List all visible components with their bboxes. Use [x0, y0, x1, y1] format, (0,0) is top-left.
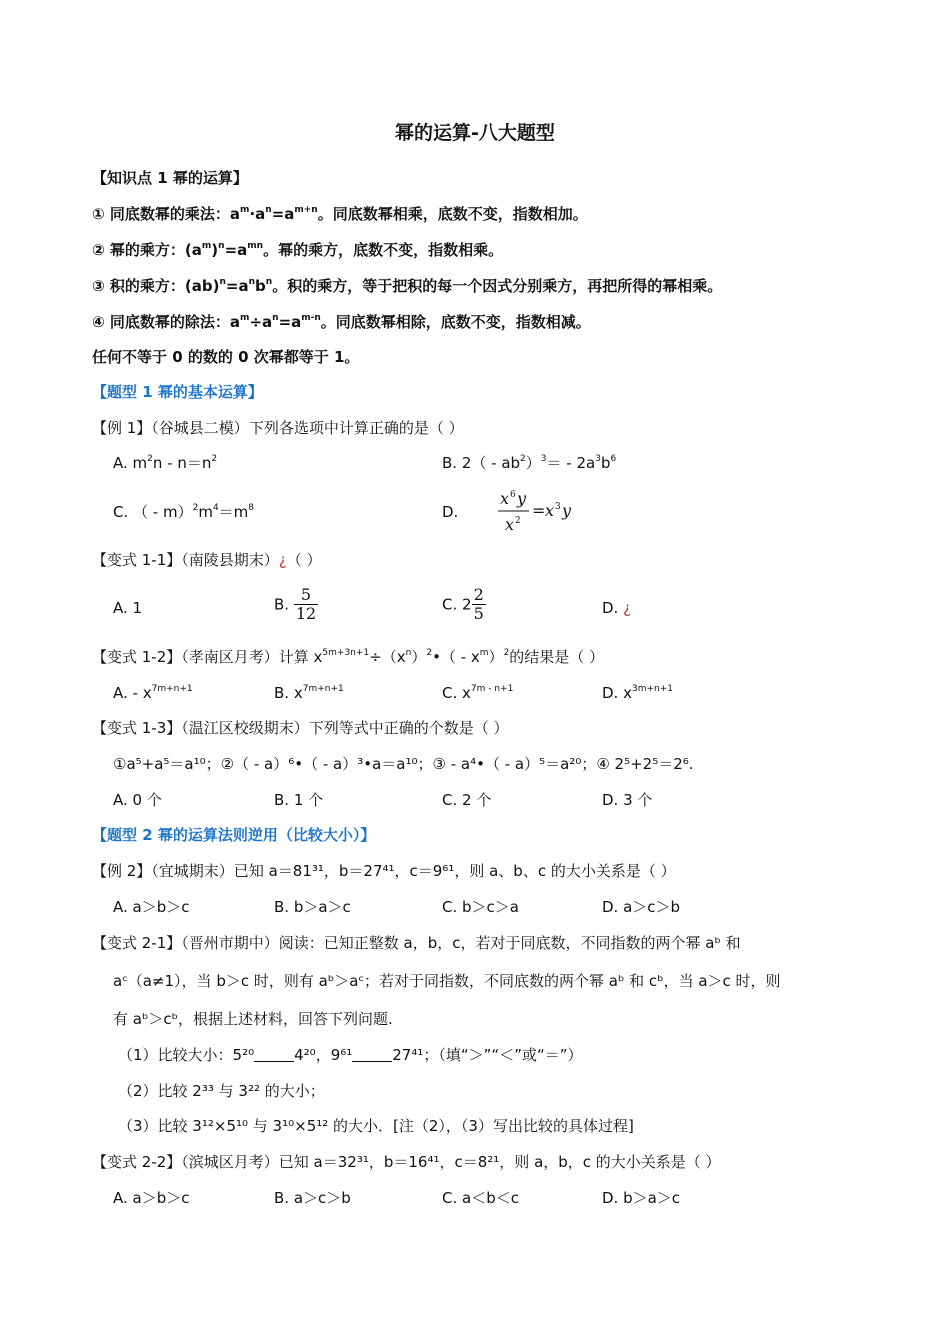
unknown-glyph: ¿: [278, 551, 287, 569]
knowledge-heading: 【知识点 1 幂的运算】: [92, 169, 248, 187]
option-a: A. a＞b＞c: [113, 1189, 190, 1207]
superscript: 7m+n+1: [302, 684, 344, 694]
question-text: 27⁴¹；（填“＞”“＜”或“＝”）: [392, 1046, 583, 1064]
option-text: m: [198, 503, 213, 521]
rule-text: ): [211, 241, 219, 259]
rule-product-power: [92, 276, 722, 296]
option-text: A. m: [113, 454, 148, 472]
fraction: [294, 586, 318, 623]
rule-text: ÷a: [249, 313, 273, 331]
option-c: [113, 502, 254, 522]
variant-1-1-stem: [92, 550, 322, 570]
superscript: 2: [147, 454, 153, 464]
numerator: 2: [473, 585, 484, 604]
example-1-stem: 【例 1】（谷城县二模）下列各选项中计算正确的是（ ）: [92, 419, 464, 437]
rule-text: ① 同底数幂的乘法：a: [92, 205, 241, 223]
rule-zero-power: 任何不等于 0 的数的 0 次幂都等于 1。: [92, 348, 360, 366]
denominator: 5: [473, 604, 484, 623]
question-text: （1）比较大小：5²⁰: [118, 1046, 255, 1064]
option-text: A. - x: [113, 684, 152, 702]
svg-text:y: y: [562, 501, 572, 520]
variant-1-3-expression: ①a⁵+a⁵＝a¹⁰；②（ - a）⁶•（ - a）³•a＝a¹⁰；③ - a⁴•（ - a）⁵＝a²⁰；④ 2⁵+2⁵＝2⁶.: [113, 755, 694, 773]
variant-2-1-line1: 【变式 2-1】（晋州市期中）阅读：已知正整数 a，b，c，若对于同底数，不同指数的两个幂 aᵇ 和: [92, 934, 741, 952]
rule-text: 。积的乘方，等于把积的每一个因式分别乘方，再把所得的幂相乘。: [272, 277, 723, 295]
question-1: [118, 1045, 583, 1065]
option-text: ）: [525, 454, 541, 472]
option-label: D.: [602, 599, 619, 617]
superscript: m: [201, 241, 212, 251]
option-text: C. （ - m）: [113, 503, 193, 521]
superscript: mn: [247, 241, 264, 251]
superscript: m+n: [294, 205, 318, 215]
stem-text: ）: [488, 648, 504, 666]
rule-text: ·a: [249, 205, 266, 223]
answer-blank[interactable]: [352, 1047, 392, 1062]
superscript: 2: [211, 454, 218, 464]
option-c: C. b＞c＞a: [442, 898, 519, 916]
option-text: B. 2（ - ab: [442, 454, 521, 472]
option-a: A. 1: [113, 599, 143, 617]
example-2-stem: 【例 2】（宜城期末）已知 a＝81³¹，b＝27⁴¹，c＝9⁶¹，则 a、b、c 的大小关系是（ ）: [92, 862, 676, 880]
section-heading-type1: 【题型 1 幂的基本运算】: [92, 383, 263, 401]
option-b: B. 1 个: [274, 791, 324, 809]
variant-1-2-stem: [92, 647, 604, 667]
answer-blank[interactable]: [254, 1047, 294, 1062]
question-text: 4²⁰，9⁶¹: [294, 1046, 353, 1064]
variant-2-2-stem: 【变式 2-2】（滨城区月考）已知 a＝32³¹，b＝16⁴¹，c＝8²¹，则 a，b，c 的大小关系是（ ）: [92, 1153, 721, 1171]
superscript: m: [240, 313, 250, 323]
question-3: （3）比较 3¹²×5¹⁰ 与 3¹⁰×5¹² 的大小．[注（2），（3）写出比较的具体过程]: [118, 1117, 634, 1135]
superscript: 3: [595, 454, 601, 464]
stem-text: •（ - x: [432, 648, 480, 666]
rule-text: =a: [271, 205, 295, 223]
unknown-glyph: ¿: [623, 599, 632, 617]
rule-text: 。幂的乘方，底数不变，指数相乘。: [263, 241, 504, 259]
denominator: 12: [295, 604, 317, 623]
option-b: [274, 586, 318, 623]
superscript: m-n: [301, 313, 321, 323]
variant-2-1-line2: aᶜ（a≠1），当 b＞c 时，则有 aᵇ＞aᶜ；若对于同指数，不同底数的两个幂 aᵇ 和 cᵇ，当 a＞c 时，则: [113, 972, 781, 990]
svg-text:6: 6: [510, 490, 516, 500]
numerator: 5: [294, 586, 318, 605]
option-b: B. a＞c＞b: [274, 1189, 351, 1207]
option-b: [274, 683, 344, 703]
rule-power: [92, 240, 503, 260]
option-text: ＝ - 2a: [546, 454, 596, 472]
svg-text:3: 3: [555, 502, 561, 512]
option-d: [602, 683, 673, 703]
superscript: 2: [520, 454, 526, 464]
rule-multiplication: [92, 204, 588, 224]
rule-text: =a: [224, 241, 248, 259]
superscript: m: [479, 648, 489, 658]
svg-text:x: x: [505, 515, 515, 534]
rule-text: =a: [278, 313, 302, 331]
superscript: 2: [426, 648, 433, 658]
option-a: A. a＞b＞c: [113, 898, 190, 916]
superscript: 3m+n+1: [631, 684, 673, 694]
option-b: B. b＞a＞c: [274, 898, 351, 916]
stem-text: ÷（x: [369, 648, 406, 666]
option-text: b: [600, 454, 611, 472]
svg-text:=: =: [532, 501, 546, 520]
stem-text: 【变式 1-1】（南陵县期末）: [92, 551, 279, 569]
option-a: A. 0 个: [113, 791, 162, 809]
rule-text: 。同底数幂相除，底数不变，指数相减。: [320, 313, 591, 331]
option-b: [442, 453, 616, 473]
rule-text: ② 幂的乘方：(a: [92, 241, 202, 259]
option-text: ＝m: [218, 503, 249, 521]
stem-text: 【变式 1-2】（孝南区月考）计算 x: [92, 648, 323, 666]
superscript: 7m+n+1: [151, 684, 193, 694]
rule-division: [92, 312, 591, 332]
rule-text: =a: [225, 277, 249, 295]
fraction: [472, 586, 486, 623]
option-text: C. x: [442, 684, 471, 702]
option-c: [442, 683, 513, 703]
option-d: [602, 598, 631, 618]
superscript: 7m - n+1: [470, 684, 514, 694]
superscript: 8: [248, 503, 255, 513]
superscript: n: [265, 277, 273, 287]
svg-text:x: x: [545, 501, 555, 520]
option-text: B. x: [274, 684, 303, 702]
option-label: C. 2: [442, 595, 472, 614]
option-c: C. 2 个: [442, 791, 492, 809]
rule-text: 。同底数幂相乘，底数不变，指数相加。: [317, 205, 588, 223]
superscript: 2: [192, 503, 199, 513]
option-d: [442, 486, 589, 538]
superscript: n: [265, 205, 272, 215]
svg-text:2: 2: [515, 516, 521, 526]
superscript: 2: [503, 648, 510, 658]
section-heading-type2: 【题型 2 幂的运算法则逆用（比较大小）】: [92, 826, 376, 844]
variant-2-1-line3: 有 aᵇ＞cᵇ，根据上述材料，回答下列问题.: [113, 1010, 393, 1028]
superscript: 4: [212, 503, 219, 513]
option-label: D.: [442, 503, 459, 521]
superscript: n: [219, 277, 226, 287]
stem-text: 的结果是（ ）: [509, 648, 605, 666]
superscript: 6: [610, 454, 617, 464]
superscript: 5m+3n+1: [322, 648, 370, 658]
superscript: n: [248, 277, 256, 287]
option-d: D. a＞c＞b: [602, 898, 681, 916]
option-c: C. a＜b＜c: [442, 1189, 519, 1207]
rule-text: ③ 积的乘方：(ab): [92, 277, 220, 295]
superscript: m: [240, 205, 250, 215]
svg-text:x: x: [500, 489, 510, 508]
superscript: n: [405, 648, 412, 658]
page-title: 幂的运算-八大题型: [395, 122, 555, 144]
option-a: [113, 453, 217, 473]
option-text: n - n＝n: [152, 454, 212, 472]
stem-text: （ ）: [286, 551, 322, 569]
superscript: n: [272, 313, 279, 323]
option-label: B.: [274, 595, 290, 614]
option-a: [113, 683, 193, 703]
option-c: [442, 586, 486, 623]
rule-text: ④ 同底数幂的除法：a: [92, 313, 241, 331]
svg-text:y: y: [517, 489, 527, 508]
option-d: D. b＞a＞c: [602, 1189, 681, 1207]
option-text: D. x: [602, 684, 632, 702]
option-d: D. 3 个: [602, 791, 653, 809]
stem-text: ）: [411, 648, 427, 666]
superscript: 3: [540, 454, 547, 464]
superscript: n: [218, 241, 225, 251]
variant-1-3-stem: 【变式 1-3】（温江区校级期末）下列等式中正确的个数是（ ）: [92, 719, 509, 737]
question-2: （2）比较 2³³ 与 3²² 的大小；: [118, 1082, 325, 1100]
rule-text: b: [255, 277, 266, 295]
fraction-formula: [469, 486, 589, 538]
